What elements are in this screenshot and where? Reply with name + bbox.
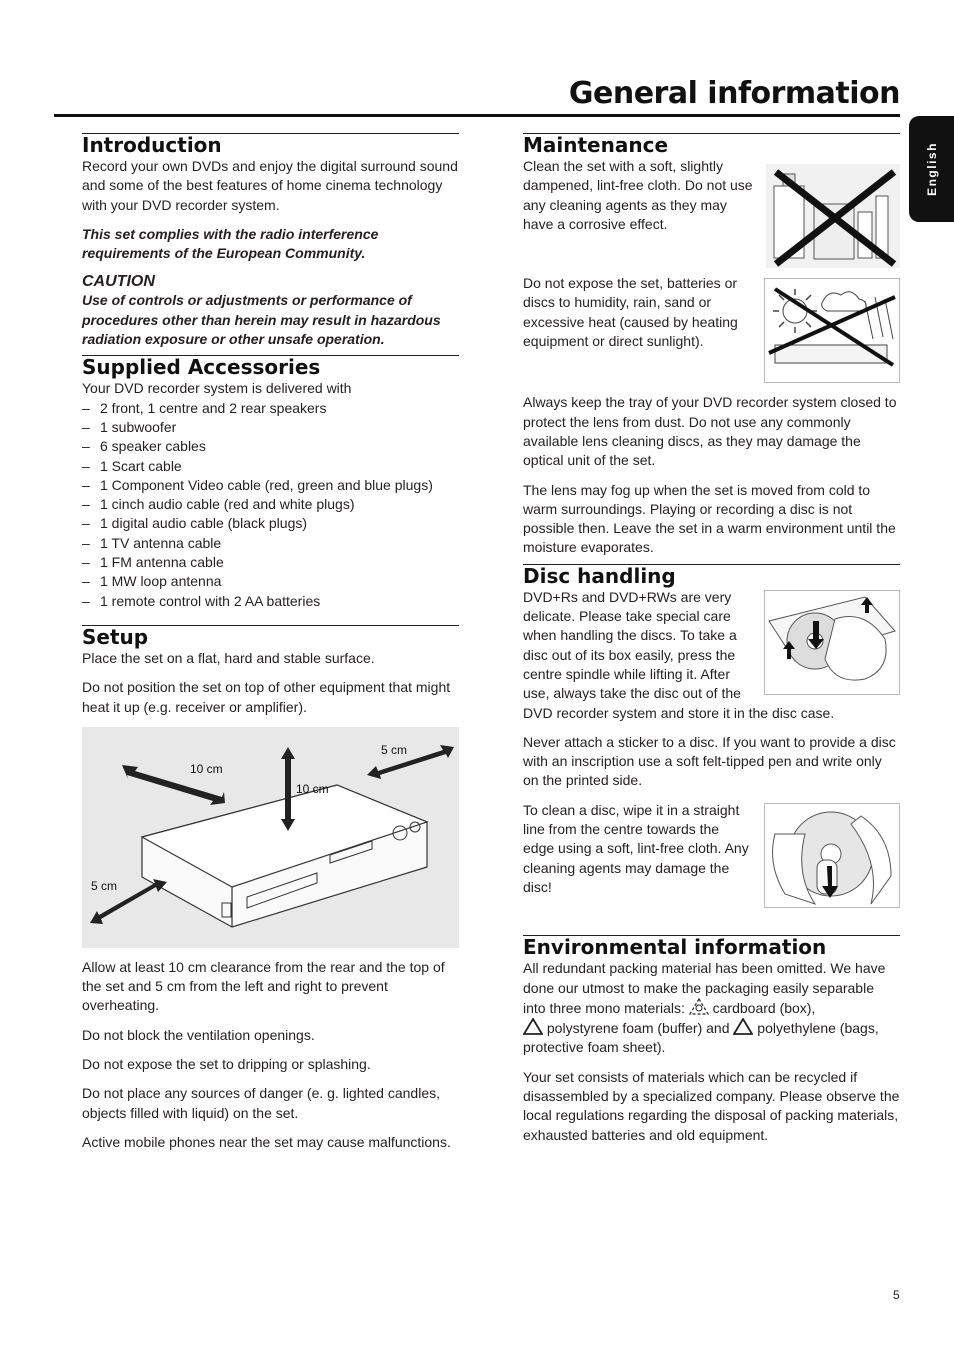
disc-cleaning-image [764, 803, 900, 908]
setup-section [82, 625, 459, 1152]
recycle-polystyrene-icon [523, 1018, 543, 1036]
environmental-section [523, 935, 900, 1145]
caution-heading: CAUTION [82, 273, 155, 291]
introduction-section [82, 133, 459, 349]
disc-removal-image [764, 590, 900, 695]
weather-crossed-icon [765, 279, 899, 382]
disc-box-hand-icon [765, 591, 899, 694]
material-polyethylene: polyethylene (bags, protective foam sheet). [523, 1020, 879, 1056]
clearance-label-left: 5 cm [91, 878, 118, 893]
supplied-accessories-heading: Supplied Accessories [82, 355, 459, 379]
accessory-item: – 1 remote control with 2 AA batteries [82, 592, 459, 611]
accessory-item: – 1 Scart cable [82, 457, 459, 476]
accessory-item: – 1 MW loop antenna [82, 572, 459, 591]
material-polystyrene: polystyrene foam (buffer) and [546, 1020, 730, 1037]
maintenance-text: Always keep the tray of your DVD recorder system closed to protect the lens from dust. Do not use any commonly available lens cleaning discs, as they may damage the optical unit of the set. [523, 394, 897, 469]
maintenance-text: The lens may fog up when the set is moved from cold to warm surroundings. Playing or recording a disc is not possible then. Leave the set in a warm environment until the moisture evaporates. [523, 481, 896, 556]
clearance-label-rear: 10 cm [190, 761, 223, 776]
accessories-intro: Your DVD recorder system is delivered with [82, 380, 352, 397]
accessories-list [82, 399, 459, 611]
page-number: 5 [893, 1288, 900, 1302]
setup-text: Do not block the ventilation openings. [82, 1026, 315, 1043]
clearance-label-right: 5 cm [381, 742, 408, 757]
accessory-item: – 1 FM antenna cable [82, 553, 459, 572]
accessory-item: – 2 front, 1 centre and 2 rear speakers [82, 399, 459, 418]
material-cardboard: cardboard (box), [712, 999, 816, 1016]
setup-text: Do not expose the set to dripping or splashing. [82, 1056, 371, 1073]
environmental-heading: Environmental information [523, 935, 900, 959]
setup-text: Active mobile phones near the set may cause malfunctions. [82, 1133, 451, 1150]
clearance-diagram [82, 727, 459, 948]
setup-text: Place the set on a flat, hard and stable surface. [82, 649, 375, 666]
cleaning-bottles-crossed-icon [766, 164, 900, 268]
no-humidity-heat-image [764, 278, 900, 383]
disc-handling-text: To clean a disc, wipe it in a straight line from the centre towards the edge using a soft, lint-free cloth. Any cleaning agents may damage the disc! [523, 801, 749, 895]
environmental-text-start: All redundant packing material has been omitted. We have done our utmost to make the packaging easily separable into three mono materials: [523, 960, 886, 1016]
accessory-item: – 1 TV antenna cable [82, 534, 459, 553]
no-cleaning-agents-image [766, 164, 900, 268]
dvd-recorder-clearance-illustration [82, 727, 459, 948]
maintenance-text: Clean the set with a soft, slightly dampened, lint-free cloth. Do not use any cleaning agents as they may have a corrosive effect. [523, 158, 753, 232]
page-title: General information [568, 76, 900, 111]
compliance-note: This set complies with the radio interference requirements of the European Community. [82, 225, 379, 262]
accessory-item: – 6 speaker cables [82, 437, 459, 456]
disc-handling-text: DVD+Rs and DVD+RWs are very delicate. Please take special care when handling the discs. To take a disc out of its box easily, press the centre spindle while lifting it. After use, always take the disc out of the DVD recorder system and store it in the disc case. [523, 588, 835, 721]
maintenance-text: Do not expose the set, batteries or discs to humidity, rain, sand or excessive heat (caused by heating equipment or direct sunlight). [523, 275, 738, 350]
supplied-accessories-section [82, 355, 459, 611]
disc-handling-heading: Disc handling [523, 564, 900, 588]
introduction-heading: Introduction [82, 133, 459, 157]
environmental-text [523, 959, 900, 1057]
disc-handling-section [523, 564, 900, 897]
disc-wipe-icon [765, 804, 899, 907]
title-rule [54, 114, 900, 117]
setup-text: Allow at least 10 cm clearance from the rear and the top of the set and 5 cm from the left and right to prevent overheating. [82, 958, 445, 1014]
caution-text: Use of controls or adjustments or performance of procedures other than herein may result in hazardous radiation exposure or other unsafe operation. [82, 292, 441, 348]
accessory-item: – 1 Component Video cable (red, green and blue plugs) [82, 476, 459, 495]
maintenance-heading: Maintenance [523, 133, 900, 157]
clearance-label-top: 10 cm [296, 781, 329, 796]
language-tab-label: English [924, 142, 939, 196]
recycle-cardboard-icon [689, 998, 709, 1016]
accessory-item: – 1 cinch audio cable (red and white plugs) [82, 495, 459, 514]
accessory-item: – 1 digital audio cable (black plugs) [82, 514, 459, 533]
accessory-item: – 1 subwoofer [82, 418, 459, 437]
language-tab [909, 116, 954, 222]
maintenance-section [523, 133, 900, 558]
setup-text: Do not place any sources of danger (e. g. lighted candles, objects filled with liquid) on the set. [82, 1085, 440, 1121]
introduction-text: Record your own DVDs and enjoy the digital surround sound and some of the best features of home cinema technology with your DVD recorder system. [82, 158, 458, 213]
setup-text: Do not position the set on top of other equipment that might heat it up (e.g. receiver or amplifier). [82, 679, 451, 715]
right-column [523, 133, 900, 1155]
setup-heading: Setup [82, 625, 459, 649]
environmental-text: Your set consists of materials which can be recycled if disassembled by a specialized company. Please observe the local regulations regarding the disposal of packing materials, exhausted batteries and old equipment. [523, 1068, 900, 1143]
left-column [82, 133, 459, 1162]
recycle-polyethylene-icon [733, 1018, 753, 1036]
disc-handling-text: Never attach a sticker to a disc. If you want to provide a disc with an inscription use a soft felt-tipped pen and write only on the printed side. [523, 733, 896, 789]
